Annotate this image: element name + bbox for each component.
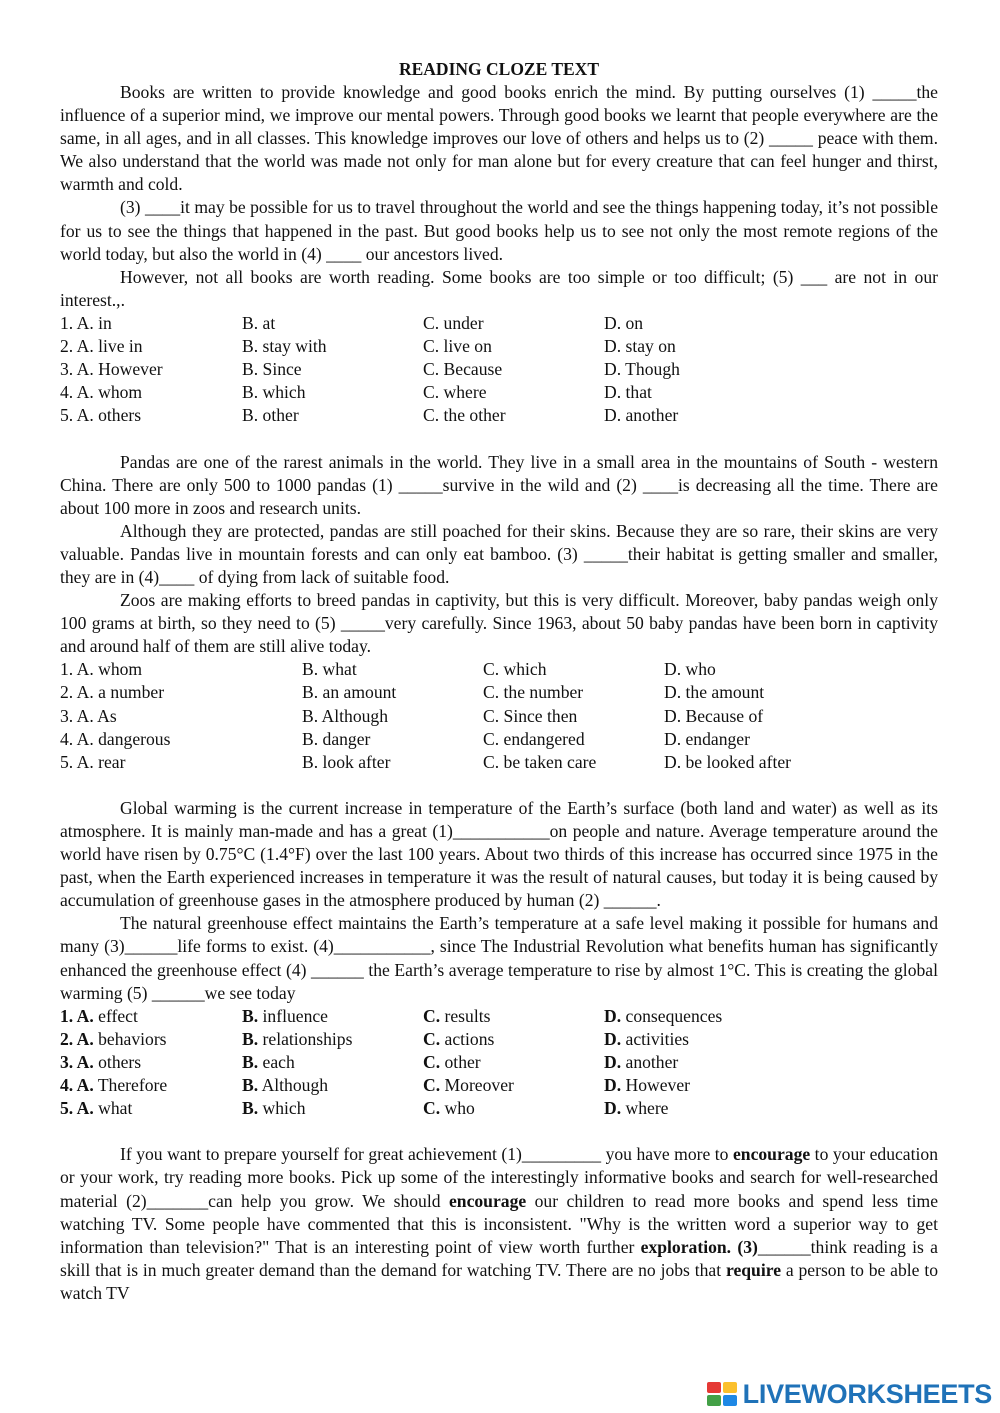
passage-paragraph: The natural greenhouse effect maintains the Earth’s temperature at a safe level making it possible for humans and many (3)______life forms to exist. (4)___________, since The Industrial Revolution what benefits human has significantly enhanced the greenhouse effect (4) ______ the Earth’s average temperature to rise by almost 1°C. This is creating the global warming (5) ______we see today [60,913,938,1003]
option-b [242,1005,423,1028]
option-d: D. on [604,312,644,333]
answer-options-books [60,312,938,427]
option-a: 3. A. However [60,359,163,380]
passage-paragraph: Books are written to provide knowledge and good books enrich the mind. By putting ourselves (1) _____the influence of a superior mind, we improve our mental powers. Through good books we learnt that people everywhere are the same, in all ages, and in all classes. This knowledge improves our love of others and helps us to (2) _____ peace with them. We also understand that the world was made not only for man alone but for every creature that can feel hunger and thirst, warmth and cold. [60,82,938,195]
option-c: C. Since then [483,705,578,726]
option-c: C. Because [423,359,503,380]
option-b: B. stay with [242,336,327,357]
option-letter: C. [423,1028,441,1049]
option-letter: 2. A. [60,1028,94,1049]
passage-paragraph: Although they are protected, pandas are still poached for their skins. Because they are so rare, their skins are very valuable. Pandas live in mountain forests and can only eat bamboo. (3) _____their habitat is getting smaller and smaller, they are in (4)____ of dying from lack of suitable food. [60,520,938,587]
option-b: B. what [302,659,357,680]
option-letter: C. [423,1005,441,1026]
option-letter: D. [604,1075,622,1096]
option-a: 5. A. rear [60,751,126,772]
answer-options-pandas [60,658,938,773]
option-letter: B. [242,1098,259,1119]
option-d: D. that [604,382,652,403]
bold-word: encourage [448,1190,527,1211]
liveworksheets-logo-icon [707,1382,737,1406]
option-text: relationships [258,1028,353,1049]
answer-options-global-warming [60,1005,938,1120]
option-c [423,1097,604,1120]
option-row [60,728,938,751]
option-text: other [440,1051,481,1072]
option-row [60,358,938,381]
option-c: C. which [483,659,547,680]
option-c [423,1051,604,1074]
option-text: which [258,1098,306,1119]
option-a [60,1028,242,1051]
option-d: D. endanger [664,728,750,749]
option-b: B. which [242,382,306,403]
option-d: D. who [664,659,716,680]
option-a: 2. A. a number [60,682,165,703]
option-text: Although [258,1075,329,1096]
option-b: B. danger [302,728,371,749]
option-d [604,1028,689,1051]
option-b: B. look after [302,751,391,772]
passage-reading [60,1143,938,1305]
option-c [423,1005,604,1028]
option-text: others [93,1051,142,1072]
option-text: However [621,1075,690,1096]
option-letter: D. [604,1005,622,1026]
option-row [60,1051,938,1074]
option-b: B. an amount [302,682,397,703]
option-d: D. stay on [604,336,676,357]
option-c: C. the number [483,682,584,703]
option-b [242,1051,423,1074]
passage-books [60,81,938,312]
option-a [60,1051,242,1074]
liveworksheets-logo [707,1379,992,1409]
passage-paragraph: Pandas are one of the rarest animals in the world. They live in a small area in the mountains of South - western China. There are only 500 to 1000 pandas (1) _____survive in the wild and (2) ____is decreasing all the time. There are about 100 more in zoos and research units. [60,451,938,518]
option-b: B. Since [242,359,302,380]
option-d: D. another [604,405,679,426]
bold-word: require [725,1259,782,1280]
option-row [60,1005,938,1028]
option-d [604,1097,669,1120]
option-a: 3. A. As [60,705,117,726]
option-a [60,1005,242,1028]
bold-word: exploration. (3) [640,1236,758,1257]
option-c: C. where [423,382,487,403]
option-b [242,1028,423,1051]
option-row [60,751,938,774]
bold-word: encourage [732,1144,811,1165]
option-text: who [440,1098,475,1119]
option-c: C. under [423,312,484,333]
option-b: B. Although [302,705,389,726]
option-row [60,1074,938,1097]
option-text: Therefore [93,1075,168,1096]
option-d [604,1051,678,1074]
option-text: actions [440,1028,495,1049]
option-text: results [440,1005,491,1026]
option-letter: B. [242,1005,259,1026]
passage-paragraph: Zoos are making efforts to breed pandas in captivity, but this is very difficult. Moreover, baby pandas weigh only 100 grams at birth, so they need to (5) _____very carefully. Since 1963, about 50 baby pandas have been born in captivity and around half of them are still alive today. [60,590,938,657]
option-b: B. at [242,312,276,333]
option-letter: C. [423,1075,441,1096]
option-row [60,658,938,681]
option-letter: B. [242,1028,259,1049]
option-letter: B. [242,1051,259,1072]
option-text: behaviors [93,1028,167,1049]
passage-pandas [60,451,938,659]
option-row [60,335,938,358]
option-row [60,1028,938,1051]
option-row [60,705,938,728]
option-b [242,1097,423,1120]
worksheet-page [60,58,938,1305]
option-row [60,681,938,704]
passage-paragraph: Global warming is the current increase in temperature of the Earth’s surface (both land and water) as well as its atmosphere. It is mainly man-made and has a great (1)___________on people and nature. Average temperature around the world have risen by 0.75°C (1.4°F) over the last 100 years. About two thirds of this increase has occurred since 1975 in the past, when the Earth experienced increases in temperature it was the result of natural causes, but today it is being caused by accumulation of greenhouse gases in the atmosphere produced by human (2) ______. [60,797,938,911]
option-a: 2. A. live in [60,336,143,357]
option-text: where [621,1098,669,1119]
option-c: C. the other [423,405,506,426]
option-b [242,1074,423,1097]
passage-paragraph: (3) ____it may be possible for us to travel throughout the world and see the things happening today, it’s not possible for us to see the things that happened in the past. But good books help us to see not only the most remote regions of the world today, but also the world in (4) ____ our ancestors lived. [60,197,938,264]
option-d: D. be looked after [664,751,792,772]
option-letter: B. [242,1075,259,1096]
option-letter: 4. A. [60,1075,94,1096]
option-b: B. other [242,405,299,426]
option-c [423,1028,604,1051]
option-text: activities [621,1028,690,1049]
option-d [604,1074,690,1097]
option-letter: 1. A. [60,1005,94,1026]
option-text: each [258,1051,295,1072]
option-a: 4. A. whom [60,382,143,403]
option-c: C. endangered [483,728,585,749]
option-c [423,1074,604,1097]
option-letter: 3. A. [60,1051,94,1072]
option-text: influence [258,1005,328,1026]
option-letter: D. [604,1051,622,1072]
option-text: consequences [621,1005,723,1026]
passage-paragraph: If you want to prepare yourself for great achievement (1)_________ you have more to encourage to your education or your work, try reading more books. Pick up some of the interestingly informative books and search for well-researched material (2)_______can help you grow. We should encourage our children to read more books and spend less time watching TV. Some people have commented that this is inconsistent. "Why is the written word a superior way to get information than television?" That is an interesting point of view worth further exploration. (3)______think reading is a skill that is in much greater demand than the demand for watching TV. There are no jobs that require a person to be able to watch TV [60,1144,939,1303]
option-letter: 5. A. [60,1098,94,1119]
option-d: D. Because of [664,705,764,726]
option-a: 5. A. others [60,405,142,426]
option-row [60,404,938,427]
option-row [60,381,938,404]
option-letter: D. [604,1028,622,1049]
passage-global-warming [60,797,938,1005]
option-letter: D. [604,1098,622,1119]
option-a: 1. A. in [60,312,112,333]
option-row [60,1097,938,1120]
option-d [604,1005,722,1028]
option-d: D. the amount [664,682,765,703]
option-a [60,1074,242,1097]
passage-paragraph: However, not all books are worth reading. Some books are too simple or too difficult; (5) ___ are not in our interest.,. [60,266,938,310]
option-text: Moreover [440,1075,514,1096]
option-a [60,1097,242,1120]
option-text: another [621,1051,679,1072]
logo-text: LIVEWORKSHEETS [742,1378,992,1409]
option-c: C. be taken care [483,751,597,772]
page-title: READING CLOZE TEXT [398,59,599,79]
option-a: 1. A. whom [60,659,143,680]
option-d: D. Though [604,359,680,380]
option-c: C. live on [423,336,492,357]
option-text: what [93,1098,133,1119]
option-letter: C. [423,1098,441,1119]
option-text: effect [93,1005,138,1026]
option-a: 4. A. dangerous [60,728,171,749]
option-letter: C. [423,1051,441,1072]
option-row [60,312,938,335]
